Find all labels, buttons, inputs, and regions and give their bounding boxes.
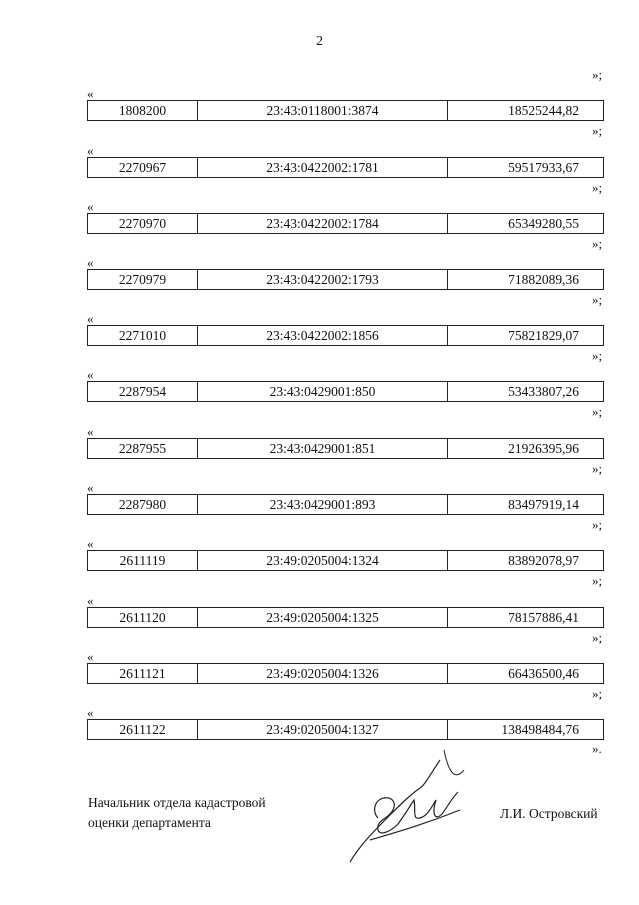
row-number: 2270967 <box>88 158 198 177</box>
row-open-mark: « <box>87 255 94 270</box>
row-close-mark: »; <box>592 404 603 419</box>
row-number: 2271010 <box>88 326 198 345</box>
row-open-mark: « <box>87 311 94 326</box>
row-open-mark: « <box>87 143 94 158</box>
row-open-mark: « <box>87 649 94 664</box>
cadastral-number: 23:43:0422002:1784 <box>198 214 448 233</box>
row-number: 2287954 <box>88 382 198 401</box>
row-close-mark: »; <box>592 236 603 251</box>
row-open-mark: « <box>87 424 94 439</box>
cadastral-value: 59517933,67 <box>508 159 579 175</box>
cadastral-number: 23:43:0429001:850 <box>198 382 448 401</box>
cadastral-value: 53433807,26 <box>508 383 579 399</box>
row-close-mark: »; <box>592 573 603 588</box>
row-close-mark: »; <box>592 630 603 645</box>
cadastral-value: 71882089,36 <box>508 271 579 287</box>
cadastral-number: 23:49:0205004:1326 <box>198 664 448 683</box>
table-row <box>87 381 604 402</box>
row-open-mark: « <box>87 480 94 495</box>
cadastral-number: 23:43:0422002:1856 <box>198 326 448 345</box>
row-open-mark: « <box>87 199 94 214</box>
cadastral-value: 21926395,96 <box>508 440 579 456</box>
row-number: 2611122 <box>88 720 198 739</box>
row-close-mark: »; <box>592 686 603 701</box>
row-close-mark: »; <box>592 123 603 138</box>
cadastral-number: 23:49:0205004:1325 <box>198 608 448 627</box>
row-number: 2611119 <box>88 551 198 570</box>
row-open-mark: « <box>87 593 94 608</box>
cadastral-number: 23:49:0205004:1327 <box>198 720 448 739</box>
row-number: 2270979 <box>88 270 198 289</box>
signatory-position-line2: оценки департамента <box>88 815 211 830</box>
table-row <box>87 269 604 290</box>
cadastral-value: 75821829,07 <box>508 327 579 343</box>
row-close-mark: »; <box>592 348 603 363</box>
cadastral-number: 23:49:0205004:1324 <box>198 551 448 570</box>
cadastral-value: 66436500,46 <box>508 665 579 681</box>
table-row <box>87 550 604 571</box>
row-number: 1808200 <box>88 101 198 120</box>
cadastral-number: 23:43:0422002:1793 <box>198 270 448 289</box>
cadastral-value: 78157886,41 <box>508 609 579 625</box>
signatory-name: Л.И. Островский <box>500 806 598 821</box>
table-row <box>87 325 604 346</box>
row-number: 2287980 <box>88 495 198 514</box>
table-row <box>87 663 604 684</box>
table-row <box>87 494 604 515</box>
row-close-mark: »; <box>592 180 603 195</box>
table-row <box>87 100 604 121</box>
cadastral-value: 83892078,97 <box>508 552 579 568</box>
row-number: 2287955 <box>88 439 198 458</box>
table-row <box>87 213 604 234</box>
row-number: 2270970 <box>88 214 198 233</box>
cadastral-value: 65349280,55 <box>508 215 579 231</box>
row-number: 2611120 <box>88 608 198 627</box>
row-close-mark: »; <box>592 67 603 82</box>
table-row <box>87 719 604 740</box>
cadastral-number: 23:43:0429001:893 <box>198 495 448 514</box>
signatory-position <box>88 793 348 833</box>
cadastral-value: 83497919,14 <box>508 496 579 512</box>
row-open-mark: « <box>87 705 94 720</box>
table-row <box>87 157 604 178</box>
handwritten-signature <box>340 740 480 870</box>
table-row <box>87 438 604 459</box>
table-row <box>87 607 604 628</box>
final-close-mark: ». <box>592 741 602 756</box>
row-open-mark: « <box>87 536 94 551</box>
row-number: 2611121 <box>88 664 198 683</box>
cadastral-value: 138498484,76 <box>501 721 579 737</box>
row-close-mark: »; <box>592 292 603 307</box>
cadastral-number: 23:43:0422002:1781 <box>198 158 448 177</box>
cadastral-value: 18525244,82 <box>508 102 579 118</box>
cadastral-number: 23:43:0429001:851 <box>198 439 448 458</box>
cadastral-number: 23:43:0118001:3874 <box>198 101 448 120</box>
signatory-position-line1: Начальник отдела кадастровой <box>88 795 266 810</box>
row-open-mark: « <box>87 86 94 101</box>
row-open-mark: « <box>87 367 94 382</box>
row-close-mark: »; <box>592 517 603 532</box>
page-number: 2 <box>316 34 323 49</box>
row-close-mark: »; <box>592 461 603 476</box>
